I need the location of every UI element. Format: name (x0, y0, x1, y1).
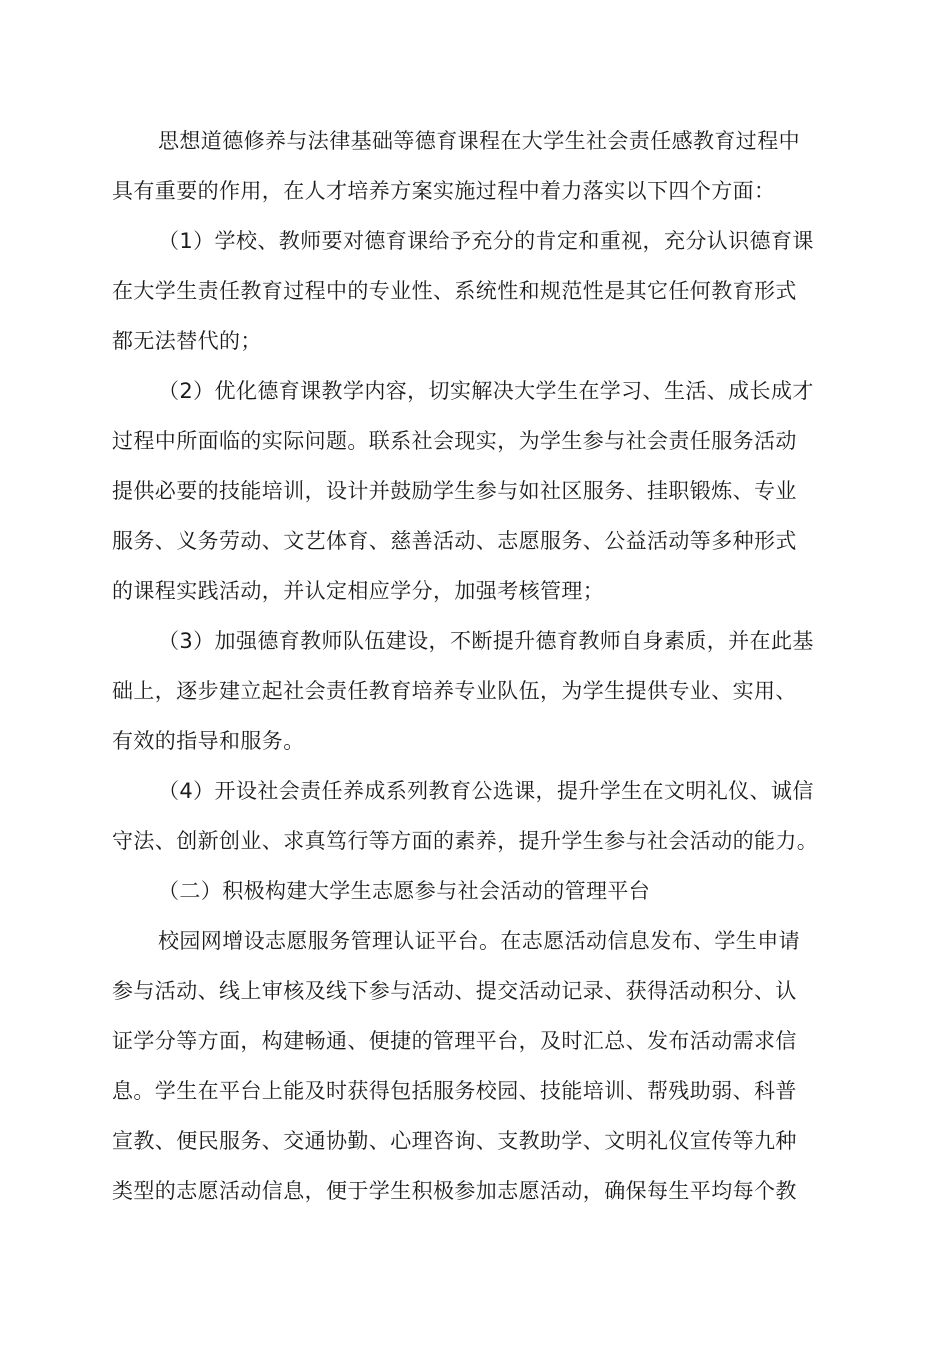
paragraph-line: 息。学生在平台上能及时获得包括服务校园、技能培训、帮残助弱、科普 (112, 1079, 797, 1103)
paragraph-line: 有效的指导和服务。 (112, 729, 305, 753)
paragraph-line: （1）学校、教师要对德育课给予充分的肯定和重视，充分认识德育课 (158, 229, 814, 253)
paragraph-line: 证学分等方面，构建畅通、便捷的管理平台，及时汇总、发布活动需求信 (112, 1029, 797, 1053)
paragraph-line: 具有重要的作用，在人才培养方案实施过程中着力落实以下四个方面： (112, 179, 776, 203)
paragraph-line: 校园网增设志愿服务管理认证平台。在志愿活动信息发布、学生申请 (158, 929, 800, 953)
paragraph-line: （3）加强德育教师队伍建设，不断提升德育教师自身素质，并在此基 (158, 629, 814, 653)
paragraph-line: 服务、义务劳动、文艺体育、慈善活动、志愿服务、公益活动等多种形式 (112, 529, 797, 553)
paragraph-line: 守法、创新创业、求真笃行等方面的素养，提升学生参与社会活动的能力。 (112, 829, 819, 853)
section-heading: （二）积极构建大学生志愿参与社会活动的管理平台 (158, 879, 651, 903)
paragraph-line: 宣教、便民服务、交通协勤、心理咨询、支教助学、文明礼仪宣传等九种 (112, 1129, 797, 1153)
paragraph-line: 都无法替代的； (112, 329, 262, 353)
paragraph-line: 础上，逐步建立起社会责任教育培养专业队伍，为学生提供专业、实用、 (112, 679, 797, 703)
paragraph-line: 在大学生责任教育过程中的专业性、系统性和规范性是其它任何教育形式 (112, 279, 797, 303)
paragraph-line: （4）开设社会责任养成系列教育公选课，提升学生在文明礼仪、诚信 (158, 779, 814, 803)
paragraph-line: 类型的志愿活动信息，便于学生积极参加志愿活动，确保每生平均每个教 (112, 1179, 797, 1203)
paragraph-line: 提供必要的技能培训，设计并鼓励学生参与如社区服务、挂职锻炼、专业 (112, 479, 797, 503)
paragraph-line: 参与活动、线上审核及线下参与活动、提交活动记录、获得活动积分、认 (112, 979, 797, 1003)
paragraph-line: 思想道德修养与法律基础等德育课程在大学生社会责任感教育过程中 (158, 129, 800, 153)
paragraph-line: （2）优化德育课教学内容，切实解决大学生在学习、生活、成长成才 (158, 379, 814, 403)
paragraph-line: 过程中所面临的实际问题。联系社会现实，为学生参与社会责任服务活动 (112, 429, 797, 453)
paragraph-line: 的课程实践活动，并认定相应学分，加强考核管理； (112, 579, 605, 603)
